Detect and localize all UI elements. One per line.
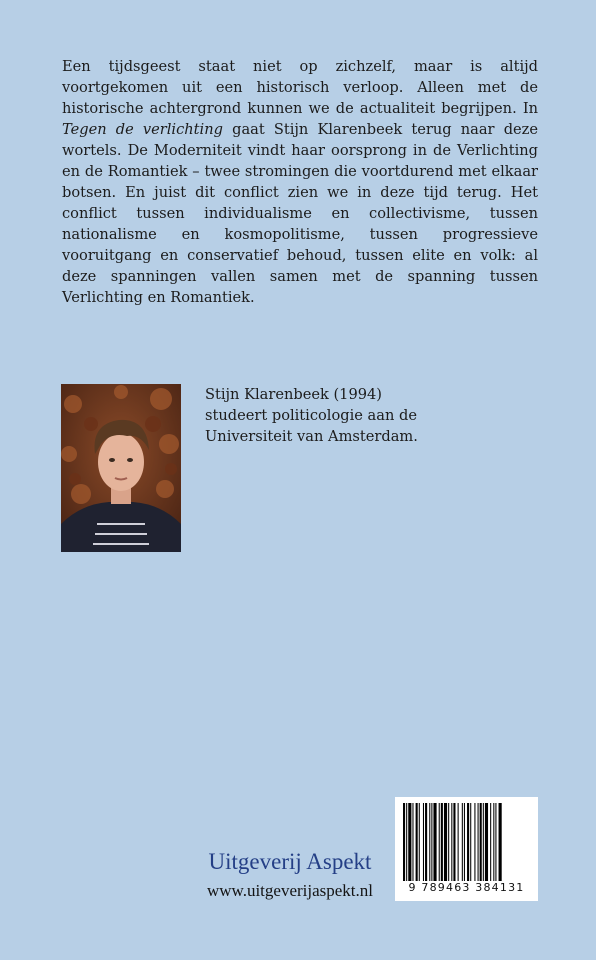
barcode-bar [499, 803, 502, 881]
barcode-bar [451, 803, 452, 881]
isbn-barcode [395, 797, 538, 901]
barcode-bar [412, 803, 413, 881]
back-cover-blurb [62, 56, 538, 308]
barcode-bar [483, 803, 484, 881]
barcode-bars [401, 803, 532, 881]
barcode-bar [458, 803, 459, 881]
blurb-text-part2: gaat Stijn Klarenbeek terug naar deze wortels. De Moderniteit vindt haar oorsprong in de Verlichting en de Romantiek – twee stromingen die voortdurend met elkaar botsen. En juist dit conflict zien we in deze tijd terug. Het conflict tussen individualisme en collectivisme, tussen nationalisme en kosmopolitisme, tussen progressieve vooruitgang en conservatief behoud, tussen elite en volk: al deze spanningen vallen samen met de spanning tussen Verlichting en Romantiek. [62, 121, 538, 306]
barcode-bar [439, 803, 440, 881]
barcode-bar [453, 803, 455, 881]
barcode-bar [478, 803, 479, 881]
barcode-bar [470, 803, 471, 881]
barcode-bar [431, 803, 432, 881]
publisher-block [190, 848, 390, 902]
barcode-bar [441, 803, 443, 881]
book-title-italic: Tegen de verlichting [62, 121, 223, 138]
barcode-bar [429, 803, 430, 881]
barcode-bar [425, 803, 427, 881]
barcode-bar [474, 803, 475, 881]
barcode-bar [403, 803, 405, 881]
barcode-bar [416, 803, 418, 881]
barcode-bar [464, 803, 465, 881]
barcode-bar [448, 803, 449, 881]
barcode-bar [462, 803, 463, 881]
barcode-bar [467, 803, 469, 881]
barcode-bar [406, 803, 407, 881]
barcode-bar [433, 803, 436, 881]
blurb-text-part1: Een tijdsgeest staat niet op zichzelf, maar is altijd voortgekomen uit een historisch verloop. Alleen met de historische achtergrond kunnen we de actualiteit begrijpen. In [62, 58, 538, 117]
author-bio: Stijn Klarenbeek (1994) studeert politicologie aan de Universiteit van Amsterdam. [205, 386, 418, 445]
publisher-url: www.uitgeverijaspekt.nl [206, 881, 374, 900]
author-portrait-image [61, 384, 181, 552]
barcode-bar [419, 803, 420, 881]
barcode-bar [490, 803, 491, 881]
barcode-bar [408, 803, 411, 881]
barcode-bar [423, 803, 424, 881]
isbn-number: 9 789463 384131 [408, 881, 525, 894]
barcode-bar [444, 803, 447, 881]
barcode-bar [493, 803, 494, 881]
barcode-bar [485, 803, 488, 881]
barcode-bar [480, 803, 482, 881]
publisher-name: Uitgeverij Aspekt [208, 849, 372, 874]
author-photo [61, 384, 181, 552]
barcode-bar [495, 803, 496, 881]
